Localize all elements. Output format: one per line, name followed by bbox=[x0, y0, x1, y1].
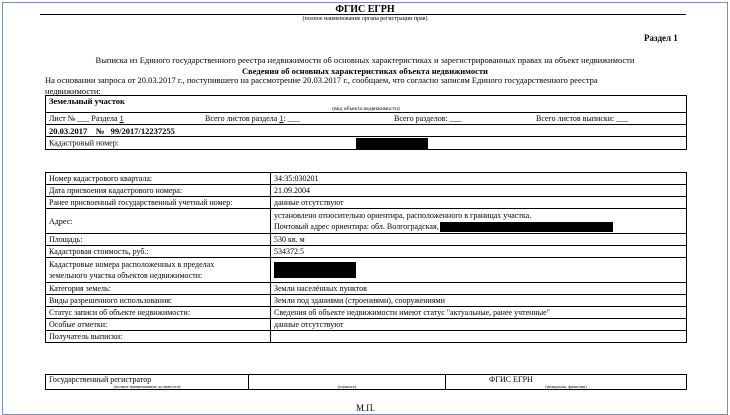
extract-title: Выписка из Единого государственного реестра недвижимости об основных характеристиках и зарегистрированных правах на объект недвижимости bbox=[95, 55, 635, 65]
property-key: Кадастровая стоимость, руб.: bbox=[46, 246, 271, 258]
property-key: Дата присвоения кадастрового номера: bbox=[46, 185, 271, 197]
request-info-line2: недвижимости: bbox=[45, 86, 101, 96]
property-key: Номер кадастрового квартала: bbox=[46, 173, 271, 185]
total-sheets-extract: Всего листов выписки: ___ bbox=[533, 113, 687, 125]
property-value: 534372.5 bbox=[271, 246, 687, 258]
table-row bbox=[46, 283, 687, 295]
property-key: Адрес: bbox=[46, 209, 271, 234]
property-value: данные отсутствуют bbox=[271, 319, 687, 331]
property-value bbox=[271, 331, 687, 343]
property-key: Статус записи об объекте недвижимости: bbox=[46, 307, 271, 319]
sheet-number: Лист № ___ Раздела 1 bbox=[46, 113, 203, 125]
seal-placeholder: М.П. bbox=[356, 403, 376, 413]
table-row bbox=[46, 319, 687, 331]
registrar-position: Государственный регистратор bbox=[46, 375, 249, 385]
property-key: Особые отметки: bbox=[46, 319, 271, 331]
section-label: Раздел 1 bbox=[644, 33, 678, 43]
table-row bbox=[46, 331, 687, 343]
property-value: Сведения об объекте недвижимости имеют статус "актуальные, ранее учтенные" bbox=[271, 307, 687, 319]
property-value: 21.09.2004 bbox=[271, 185, 687, 197]
table-row bbox=[46, 246, 687, 258]
header-subtitle: (полное наименование органа регистрации прав) bbox=[302, 16, 428, 22]
table-row bbox=[46, 295, 687, 307]
request-info-line1: На основании запроса от 20.03.2017 г., поступившего на рассмотрение 20.03.2017 г., сообщаем, что согласно записям Единого государственного реестра bbox=[45, 75, 598, 85]
name-caption: (инициалы, фамилия) bbox=[446, 384, 687, 390]
signature-field bbox=[249, 375, 446, 385]
position-caption: (полное наименование должности) bbox=[46, 384, 249, 390]
property-value: данные отсутствуют bbox=[271, 197, 687, 209]
document-header-title: ФГИС ЕГРН bbox=[335, 4, 395, 15]
redacted-address bbox=[440, 222, 613, 232]
properties-table bbox=[45, 172, 687, 343]
property-key: Категория земель: bbox=[46, 283, 271, 295]
table-row bbox=[46, 209, 687, 234]
property-value: Земли под зданиями (строениями), сооружениями bbox=[271, 295, 687, 307]
signature-caption: (подпись) bbox=[249, 384, 446, 390]
redacted-cadastral-numbers bbox=[274, 262, 356, 278]
cadastral-number-row: Кадастровый номер: bbox=[46, 137, 687, 150]
signature-table bbox=[45, 374, 687, 390]
table-row bbox=[46, 185, 687, 197]
object-type-caption: (вид объекта недвижимости) bbox=[46, 106, 687, 113]
table-row bbox=[46, 234, 687, 246]
property-value: Земли населённых пунктов bbox=[271, 283, 687, 295]
property-key: Виды разрешенного использования: bbox=[46, 295, 271, 307]
registrar-name: ФГИС ЕГРН bbox=[446, 375, 687, 385]
object-header-table bbox=[45, 95, 687, 150]
total-sections: Всего разделов: ___ bbox=[394, 114, 462, 123]
table-row bbox=[46, 307, 687, 319]
extract-date-number: 20.03.2017 № 99/2017/12237255 bbox=[46, 125, 687, 137]
extract-subtitle: Сведения об основных характеристиках объекта недвижимости bbox=[242, 66, 488, 76]
table-row bbox=[46, 197, 687, 209]
total-sheets-section: Всего листов раздела 1: ___ bbox=[205, 114, 300, 123]
object-type: Земельный участок bbox=[46, 96, 687, 107]
table-row bbox=[46, 258, 687, 283]
property-value bbox=[271, 258, 687, 283]
property-key: Ранее присвоенный государственный учетный номер: bbox=[46, 197, 271, 209]
header-underline bbox=[40, 14, 686, 15]
table-row bbox=[46, 173, 687, 185]
property-value: 530 кв. м bbox=[271, 234, 687, 246]
property-key: Получатель выписки: bbox=[46, 331, 271, 343]
property-value-address: установлено относительно ориентира, расположенного в границах участка. Почтовый адрес ориентира: обл. Волгоградская, bbox=[271, 209, 687, 234]
property-key: Кадастровые номера расположенных в пределах земельного участка объектов недвижимости: bbox=[46, 258, 271, 283]
property-key: Площадь: bbox=[46, 234, 271, 246]
redacted-cadastral-number bbox=[356, 138, 428, 149]
property-value: 34:35:030201 bbox=[271, 173, 687, 185]
